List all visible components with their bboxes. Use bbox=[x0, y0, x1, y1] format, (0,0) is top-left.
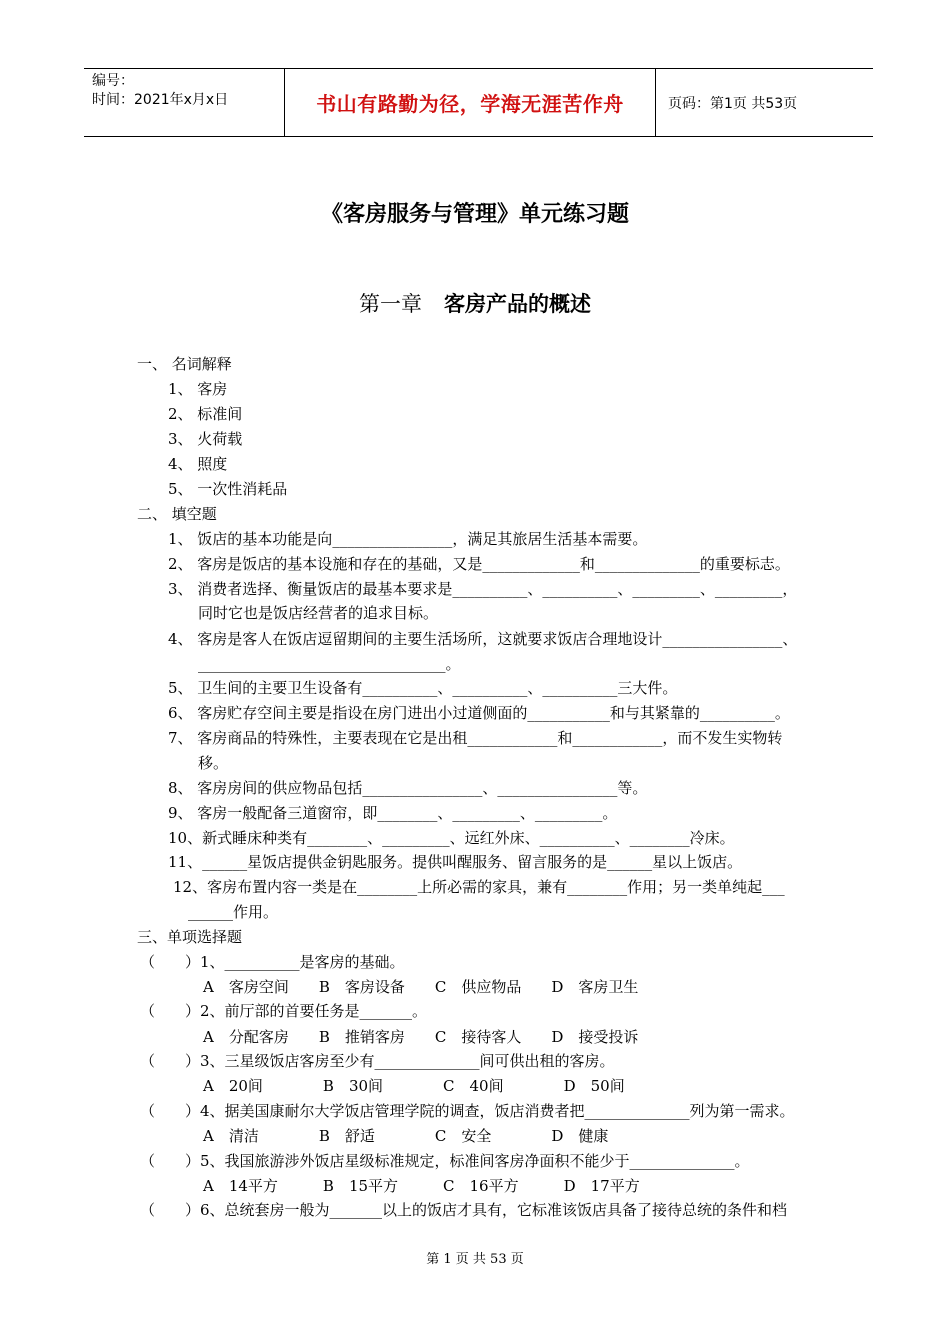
question-line: 2、 客房是饭店的基本设施和存在的基础，又是_____________和______________的重要标志。 bbox=[168, 555, 790, 573]
question-line: 4、 客房是客人在饭店逗留期间的主要生活场所，这就要求饭店合理地设计________________、 bbox=[168, 630, 798, 648]
list-item: 5、 一次性消耗品 bbox=[168, 480, 288, 498]
list-item: 4、 照度 bbox=[168, 455, 228, 473]
header-number: 编号： bbox=[92, 73, 134, 89]
question-line: （ ）3、三星级饭店客房至少有______________间可供出租的客房。 bbox=[140, 1052, 615, 1070]
section-heading: 一、 名词解释 bbox=[137, 355, 232, 373]
header-page-cell bbox=[656, 69, 873, 136]
question-line: （ ）2、前厅部的首要任务是_______。 bbox=[140, 1002, 428, 1020]
section-heading: 二、 填空题 bbox=[137, 505, 217, 523]
document-title: 《客房服务与管理》单元练习题 bbox=[320, 201, 629, 227]
question-line: （ ）1、__________是客房的基础。 bbox=[140, 953, 405, 971]
question-line: 3、 消费者选择、衡量饭店的最基本要求是__________、__________、_________、_________， bbox=[168, 580, 798, 598]
header-date: 时间：2021年x月x日 bbox=[92, 92, 229, 108]
answer-options: A 客房空间 B 客房设备 C 供应物品 D 客房卫生 bbox=[203, 978, 639, 996]
header-page: 页码：第1页 共53页 bbox=[668, 95, 798, 112]
question-continuation: ______作用。 bbox=[188, 903, 279, 921]
chapter-name: 客房产品的概述 bbox=[444, 291, 591, 316]
question-line: 8、 客房房间的供应物品包括________________、________________等。 bbox=[168, 779, 648, 797]
question-line: （ ）4、据美国康耐尔大学饭店管理学院的调查，饭店消费者把______________列为第一需求。 bbox=[140, 1102, 795, 1120]
list-item: 1、 客房 bbox=[168, 380, 228, 398]
question-continuation: _________________________________。 bbox=[198, 655, 461, 673]
header-info bbox=[84, 69, 284, 136]
answer-options: A 清洁 B 舒适 C 安全 D 健康 bbox=[203, 1127, 609, 1145]
section-heading: 三、单项选择题 bbox=[137, 928, 243, 946]
question-line: 7、 客房商品的特殊性，主要表现在它是出租____________和____________，而不发生实物转 bbox=[168, 729, 783, 747]
question-line: 10、新式睡床种类有________、_________、远红外床、__________、________冷床。 bbox=[168, 829, 735, 847]
question-line: 1、 饭店的基本功能是向________________，满足其旅居生活基本需要。 bbox=[168, 530, 648, 548]
header-motto-cell bbox=[284, 69, 656, 136]
list-item: 3、 火荷载 bbox=[168, 430, 243, 448]
question-continuation: 移。 bbox=[198, 754, 229, 772]
chapter-heading bbox=[0, 288, 950, 318]
answer-options: A 14平方 B 15平方 C 16平方 D 17平方 bbox=[203, 1177, 640, 1195]
question-line: 11、______星饭店提供金钥匙服务。提供叫醒服务、留言服务的是______星以上饭店。 bbox=[168, 853, 743, 871]
page-footer: 第 1 页 共 53 页 bbox=[426, 1252, 524, 1267]
question-line: （ ）5、我国旅游涉外饭店星级标准规定，标准间客房净面积不能少于______________。 bbox=[140, 1152, 750, 1170]
answer-options: A 20间 B 30间 C 40间 D 50间 bbox=[203, 1077, 625, 1095]
page-header bbox=[84, 68, 873, 137]
header-motto: 书山有路勤为径，学海无涯苦作舟 bbox=[316, 92, 624, 116]
chapter-number: 第一章 bbox=[359, 292, 422, 316]
list-item: 2、 标准间 bbox=[168, 405, 243, 423]
answer-options: A 分配客房 B 推销客房 C 接待客人 D 接受投诉 bbox=[203, 1028, 639, 1046]
question-line: 9、 客房一般配备三道窗帘，即________、_________、_________。 bbox=[168, 804, 618, 822]
question-line: （ ）6、总统套房一般为_______以上的饭店才具有，它标准该饭店具备了接待总统的条件和档 bbox=[140, 1201, 788, 1219]
question-continuation: 同时它也是饭店经营者的追求目标。 bbox=[198, 604, 439, 622]
question-line: 6、 客房贮存空间主要是指设在房门进出小过道侧面的___________和与其紧靠的__________。 bbox=[168, 704, 790, 722]
question-line: 12、客房布置内容一类是在________上所必需的家具，兼有________作用；另一类单纯起___ bbox=[173, 878, 785, 896]
question-line: 5、 卫生间的主要卫生设备有__________、__________、__________三大件。 bbox=[168, 679, 678, 697]
